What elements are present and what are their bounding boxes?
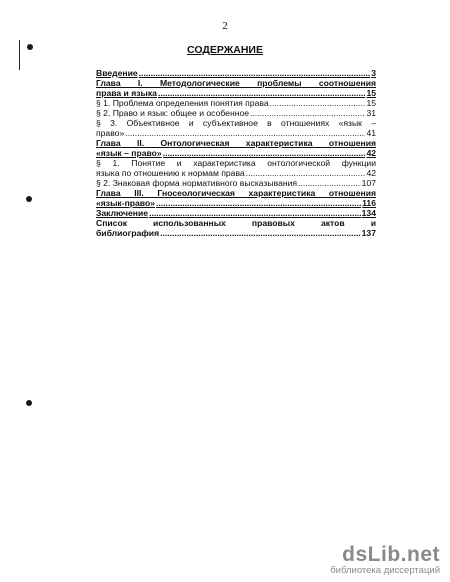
toc-page-number: 116 — [362, 198, 376, 208]
dot-leader — [246, 168, 366, 178]
dot-leader — [270, 98, 366, 108]
table-of-contents — [96, 68, 376, 238]
dslib-watermark-logo — [330, 543, 440, 576]
dot-leader — [250, 108, 365, 118]
dot-leader — [298, 178, 361, 188]
dot-leader — [125, 128, 365, 138]
toc-entry-bibliography[interactable]: Список использованных правовых актов и библиография ..... 137 — [96, 218, 376, 238]
toc-entry-chapter-1[interactable]: Глава I. Методологические проблемы соотношения права и языка ..... 15 — [96, 78, 376, 98]
toc-title: СОДЕРЖАНИЕ — [187, 44, 263, 56]
logo-tagline: библиотека диссертаций — [330, 565, 440, 576]
dot-leader — [149, 208, 361, 218]
toc-page-number: 41 — [366, 128, 376, 138]
toc-entry-section-2-2[interactable]: § 2. Знаковая форма нормативного высказывания ..... 107 — [96, 178, 376, 188]
toc-page-number: 31 — [366, 108, 376, 118]
punch-hole-mark — [26, 196, 32, 202]
toc-entry-conclusion[interactable]: Заключение ..... 134 — [96, 208, 376, 218]
toc-page-number: 137 — [361, 228, 376, 238]
toc-page-number: 107 — [361, 178, 376, 188]
logo-brand: dsLib.net — [342, 543, 440, 566]
toc-page-number: 42 — [366, 168, 376, 178]
toc-entry-chapter-2[interactable]: Глава II. Онтологическая характеристика отношения «язык – право» ..... 42 — [96, 138, 376, 158]
toc-page-number: 3 — [371, 68, 376, 78]
dot-leader — [139, 68, 371, 78]
dot-leader — [163, 148, 366, 158]
page-number: 2 — [222, 20, 228, 32]
toc-page-number: 15 — [366, 88, 376, 98]
dot-leader — [156, 198, 361, 208]
toc-page-number: 134 — [361, 208, 376, 218]
toc-entry-section-2-1[interactable]: § 1. Понятие и характеристика онтологической функции языка по отношению к нормам права ..... 42 — [96, 158, 376, 178]
toc-entry-section-1-2[interactable]: § 2. Право и язык: общее и особенное ..... 31 — [96, 108, 376, 118]
dot-leader — [160, 228, 361, 238]
toc-entry-section-1-3[interactable]: § 3. Объективное и субъективное в отношениях «язык – право» ..... 41 — [96, 118, 376, 138]
punch-hole-mark — [26, 400, 32, 406]
toc-page-number: 42 — [366, 148, 376, 158]
toc-entry-chapter-3[interactable]: Глава III. Гносеологическая характеристика отношения «язык-право» ..... 116 — [96, 188, 376, 208]
toc-entry-section-1-1[interactable]: § 1. Проблема определения понятия права ..... 15 — [96, 98, 376, 108]
toc-entry-introduction[interactable]: Введение ..... 3 — [96, 68, 376, 78]
toc-page-number: 15 — [366, 98, 376, 108]
dot-leader — [158, 88, 366, 98]
